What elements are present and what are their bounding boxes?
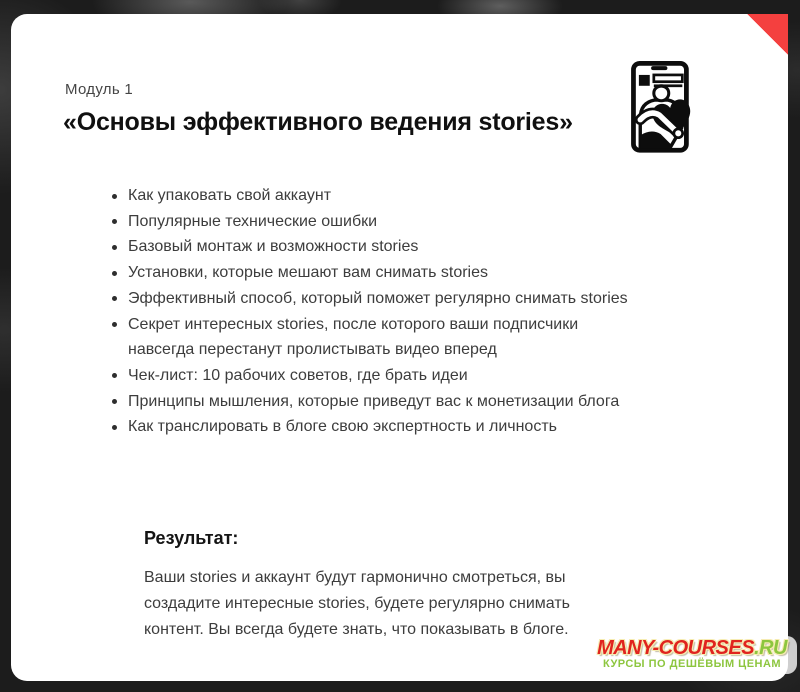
phone-heart-icon [628,60,700,155]
topic-item: Как транслировать в блоге свою экспертность и личность [128,414,633,440]
result-text: Ваши stories и аккаунт будут гармонично смотреться, вы создадите интересные stories, будете регулярно снимать контент. Вы всегда будете знать, что показывать в блоге. [144,569,571,638]
watermark-brand-name: MANY-COURSES [597,637,755,660]
course-title: «Основы эффективного ведения stories» [63,108,573,136]
topic-item: Чек-лист: 10 рабочих советов, где брать идеи [128,363,633,389]
watermark-brand [597,638,787,659]
result-heading: Результат: [144,528,239,548]
topic-item: Эффективный способ, который поможет регулярно снимать stories [128,286,633,312]
topic-item: Базовый монтаж и возможности stories [128,234,633,260]
folded-corner-icon [745,14,788,57]
topic-item: Секрет интересных stories, после которого ваши подписчики навсегда перестанут пролистывать видео вперед [128,312,633,363]
topic-item: Установки, которые мешают вам снимать stories [128,260,633,286]
topic-item: Популярные технические ошибки [128,209,633,235]
watermark [585,636,797,674]
watermark-tagline: КУРСЫ ПО ДЕШЁВЫМ ЦЕНАМ [602,658,782,671]
course-card [11,14,788,681]
module-label: Модуль 1 [65,81,134,98]
watermark-brand-tld: .RU [754,637,787,660]
topic-item: Принципы мышления, которые приведут вас к монетизации блога [128,389,633,415]
topics-list [128,183,633,440]
result-section [144,528,604,643]
topic-item: Как упаковать свой аккаунт [128,183,633,209]
